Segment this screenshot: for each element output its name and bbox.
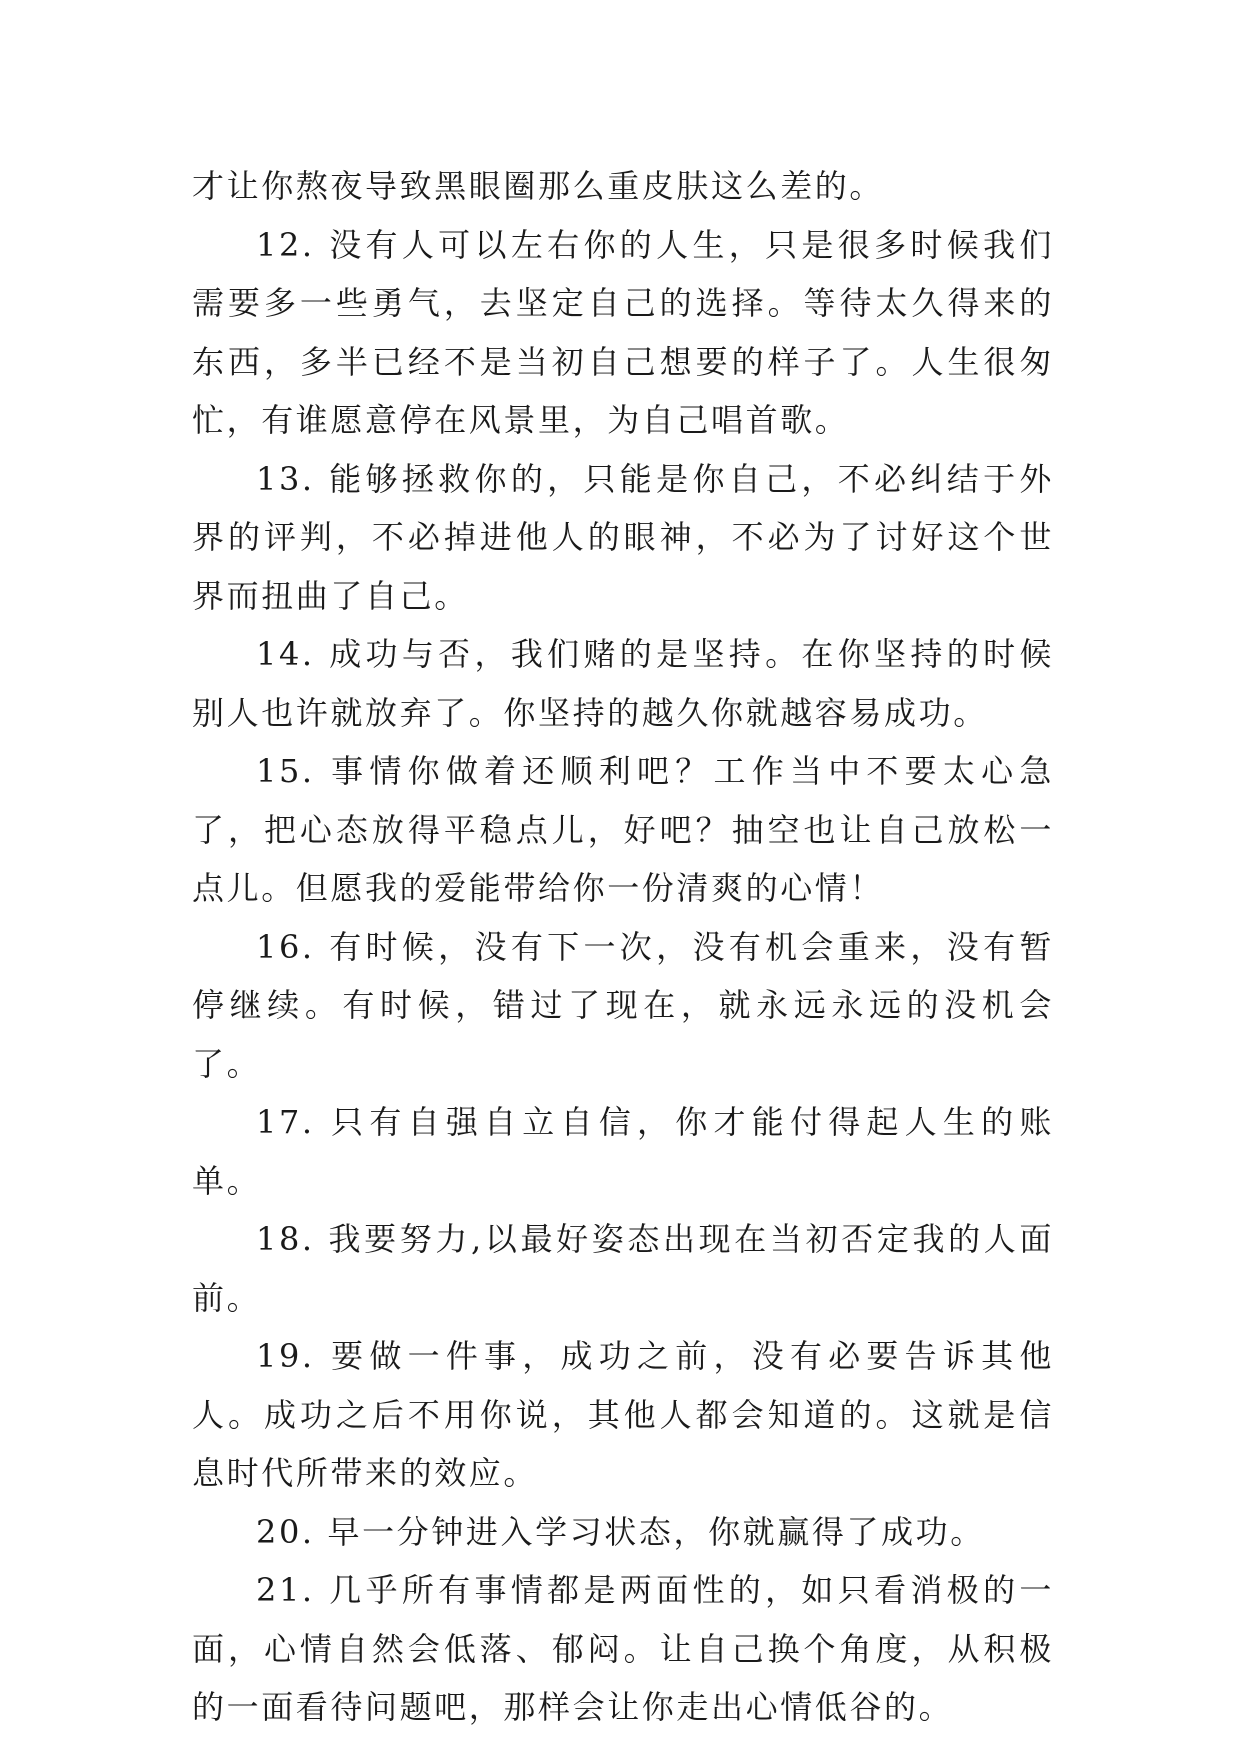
paragraph-item-21: 21. 几乎所有事情都是两面性的，如只看消极的一面，心情自然会低落、郁闷。让自己换个角度，从积极的一面看待问题吧，那样会让你走出心情低谷的。: [192, 1571, 1054, 1726]
paragraph-item-14: 14. 成功与否，我们赌的是坚持。在你坚持的时候别人也许就放弃了。你坚持的越久你就越容易成功。: [192, 635, 1054, 732]
paragraph-item-13: 13. 能够拯救你的，只能是你自己，不必纠结于外界的评判，不必掉进他人的眼神，不必为了讨好这个世界而扭曲了自己。: [192, 459, 1054, 615]
paragraph-item-15: 15. 事情你做着还顺利吧？工作当中不要太心急了，把心态放得平稳点儿，好吧？抽空也让自己放松一点儿。但愿我的爱能带给你一份清爽的心情！: [192, 752, 1054, 907]
paragraph-item-12: 12. 没有人可以左右你的人生，只是很多时候我们需要多一些勇气，去坚定自己的选择。等待太久得来的东西，多半已经不是当初自己想要的样子了。人生很匆忙，有谁愿意停在风景里，为自己唱首歌。: [192, 225, 1054, 439]
paragraph-continuation: 才让你熬夜导致黑眼圈那么重皮肤这么差的。: [192, 167, 885, 205]
paragraph-item-20: 20. 早一分钟进入学习状态，你就赢得了成功。: [256, 1512, 985, 1551]
paragraph-item-18: 18. 我要努力,以最好姿态出现在当初否定我的人面前。: [192, 1220, 1054, 1317]
paragraph-item-16: 16. 有时候，没有下一次，没有机会重来，没有暂停继续。有时候，错过了现在，就永远永远的没机会了。: [192, 927, 1054, 1083]
paragraph-item-19: 19. 要做一件事，成功之前，没有必要告诉其他人。成功之后不用你说，其他人都会知道的。这就是信息时代所带来的效应。: [192, 1337, 1054, 1492]
paragraph-item-17: 17. 只有自强自立自信，你才能付得起人生的账单。: [192, 1103, 1054, 1200]
document-body: [192, 157, 1054, 1737]
